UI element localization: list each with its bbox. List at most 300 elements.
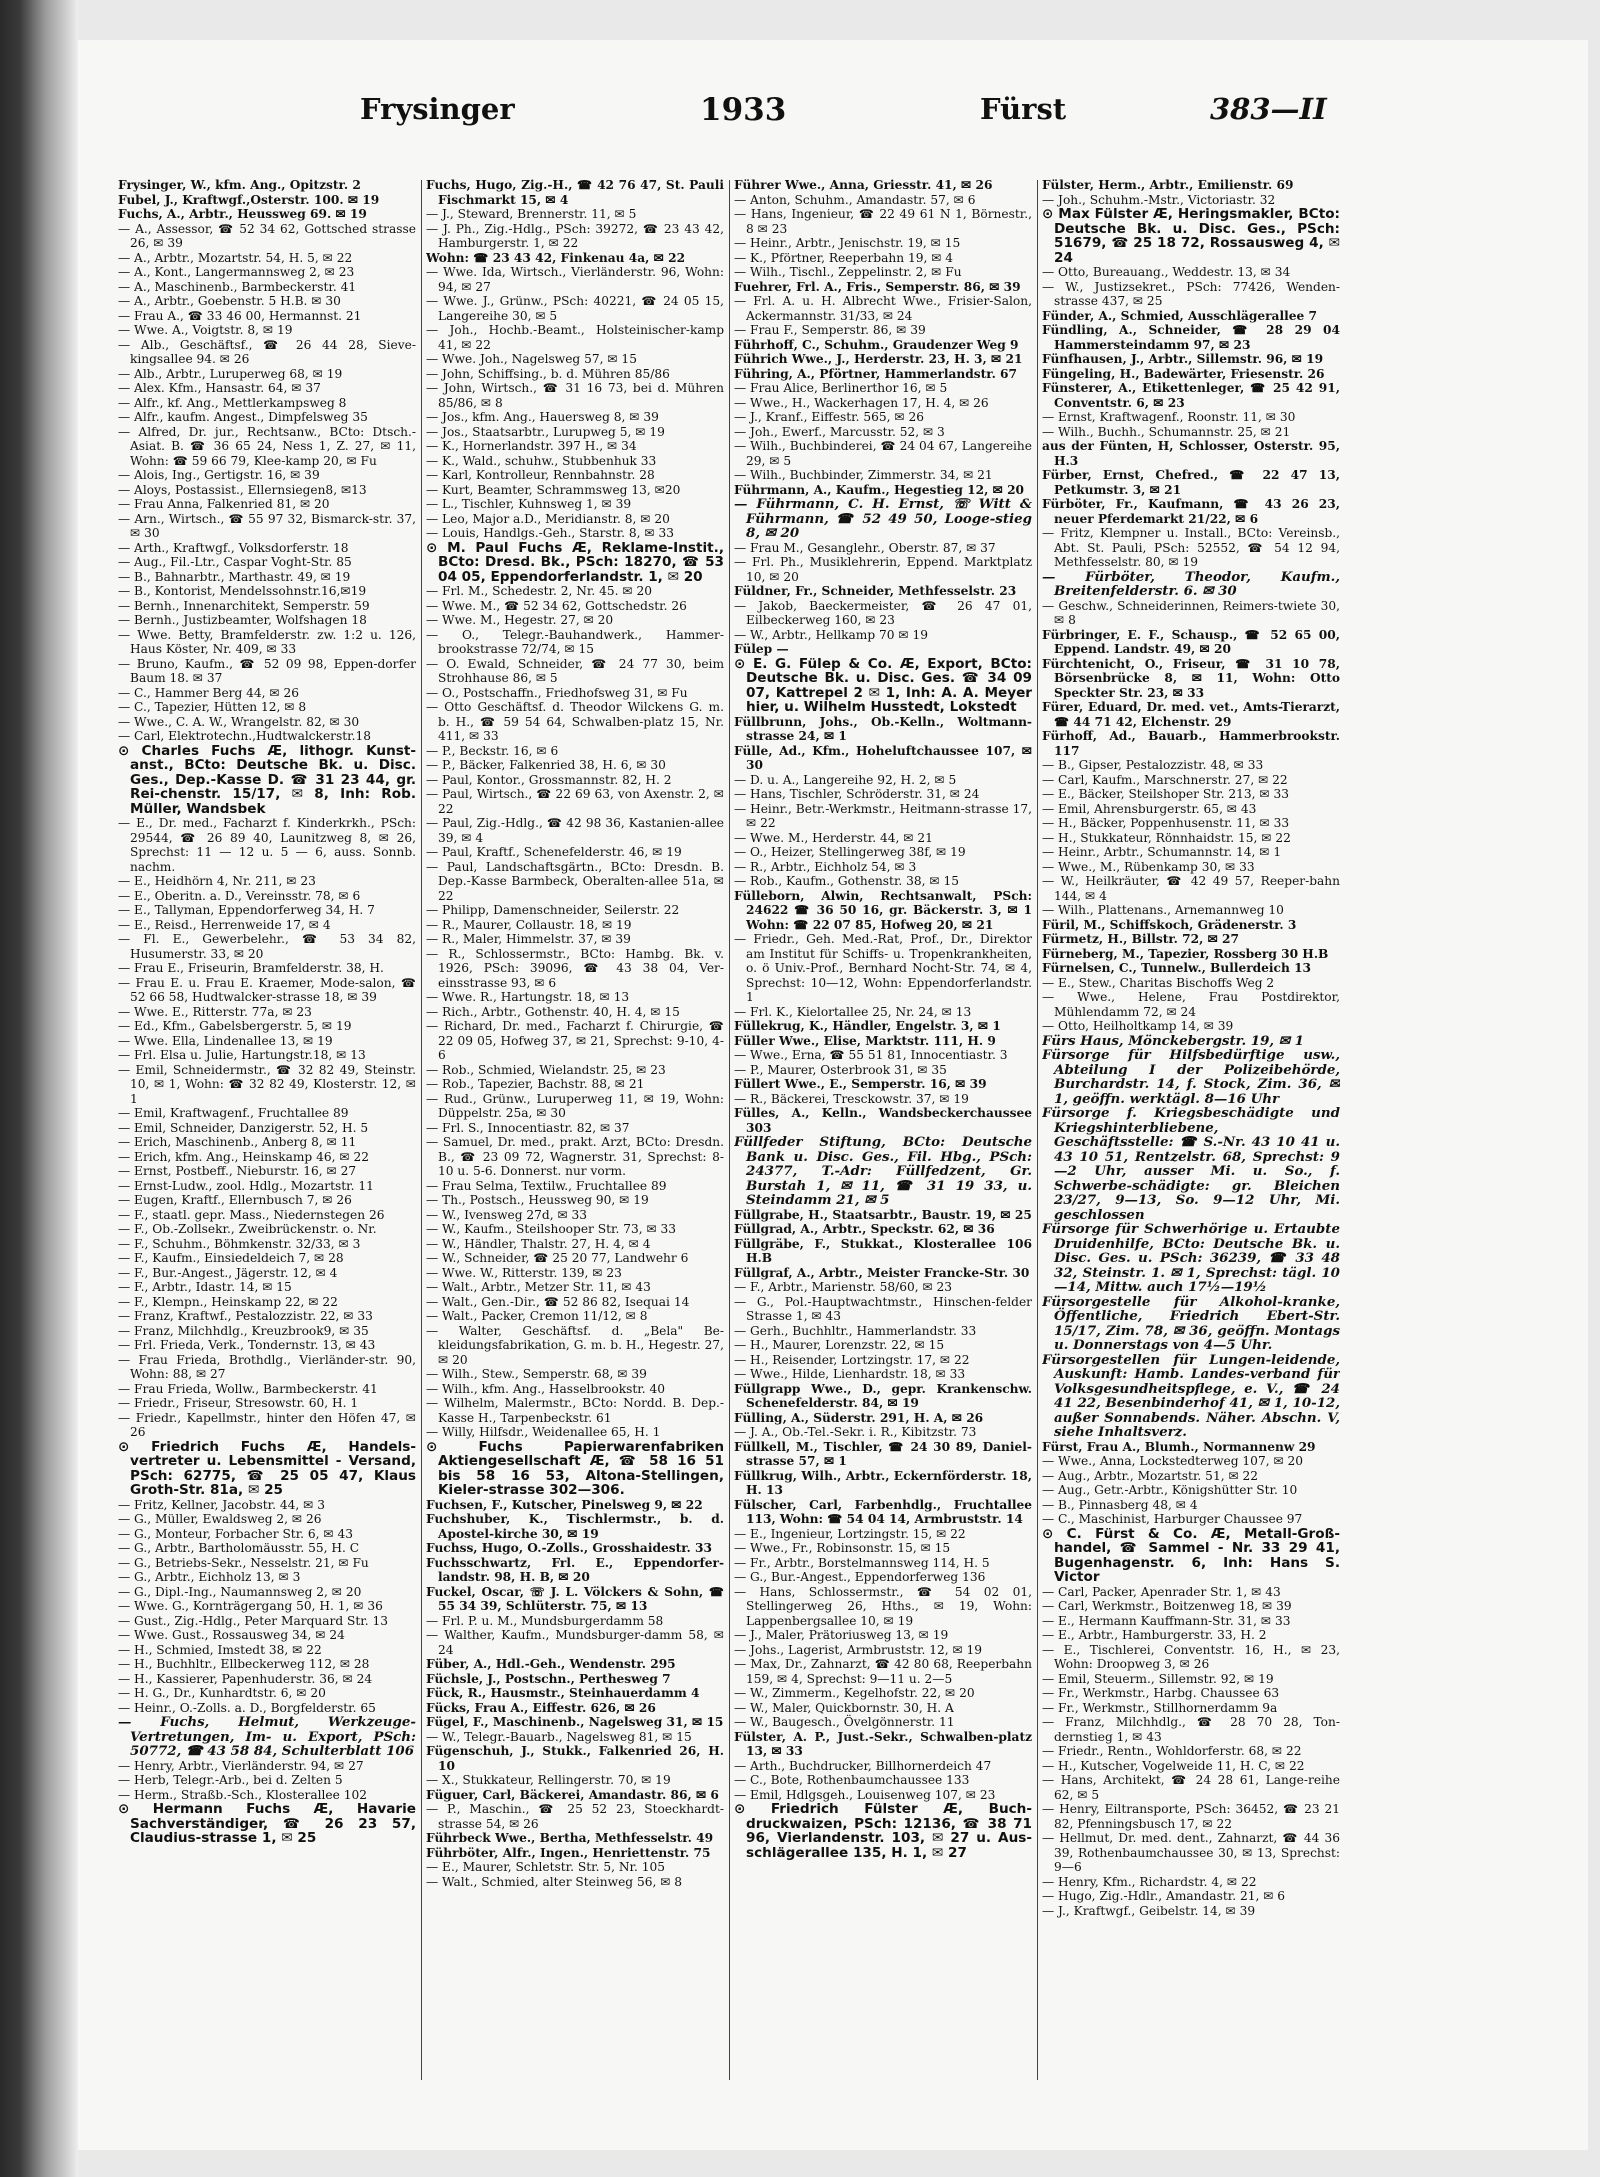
directory-entry: — Fritz, Kellner, Jacobstr. 44, ✉ 3 [118, 1497, 325, 1512]
directory-entry: — Anton, Schuhm., Amandastr. 57, ✉ 6 [734, 192, 976, 207]
directory-entry: — Emil, Steuerm., Sillemstr. 92, ✉ 19 [1042, 1671, 1274, 1686]
directory-entry: — R., Arbtr., Eichholz 54, ✉ 3 [734, 859, 917, 874]
directory-entry: Fürer, Eduard, Dr. med. vet., Amts-Tierarzt, ☎ 44 71 42, Elchenstr. 29 [1042, 700, 1340, 729]
directory-entry: — E., Dr. med., Facharzt f. Kinderkrkh., PSch: 29544, ☎ 26 89 40, Launitzweg 8, ✉ 26, Sprechst: 11 — 12 u. 5 — 6, auss. Sonnb. nachm. [118, 816, 416, 874]
directory-entry: Fügel, F., Maschinenb., Nagelsweg 31, ✉ 15 [426, 1715, 724, 1729]
directory-entry: — Fl. E., Gewerbelehr., ☎ 53 34 82, Husumerstr. 33, ✉ 20 [118, 932, 416, 961]
directory-entry: — J., Kranf., Eiffestr. 565, ✉ 26 [734, 410, 925, 424]
directory-entry: Fürsorge f. Kriegsbeschädigte und Kriegshinterbliebene, Geschäftsstelle: ☎ S.-Nr. 43 10 41 u. 43 10 51, Rentzelstr. 68, Sprechst: 9—2 Uhr, ausser Mi. u. So., f. Schwerbe-schädigte: gr. Bleichen 23/27, 9—13, So. 9—12 Uhr, Mi. geschlossen [1042, 1105, 1340, 1223]
directory-entry: — Joh., Ewerf., Marcusstr. 52, ✉ 3 [734, 424, 945, 439]
directory-entry: — A., Maschinenb., Barmbeckerstr. 41 [118, 279, 357, 294]
directory-entry: — Wwe. Ida, Wirtsch., Vierländerstr. 96, Wohn: 94, ✉ 27 [426, 265, 724, 294]
directory-entry: — Wwe. Gust., Rossausweg 34, ✉ 24 [118, 1628, 345, 1642]
directory-entry: Führhoff, C., Schuhm., Graudenzer Weg 9 [734, 337, 1019, 352]
directory-entry: Fürchtenicht, O., Friseur, ☎ 31 10 78, Börsenbrücke 8, ✉ 11, Wohn: Otto Speckter Str. 23, ✉ 33 [1042, 656, 1340, 700]
directory-entry: Füchsle, J., Postschn., Perthesweg 7 [426, 1671, 671, 1686]
directory-entry: — Wilh., Buchbinder, Zimmerstr. 34, ✉ 21 [734, 468, 993, 482]
directory-entry: — Kurt, Beamter, Schrammsweg 13, ✉20 [426, 482, 681, 497]
directory-entry: Füllgraf, A., Arbtr., Meister Francke-Str. 30 [734, 1265, 1030, 1280]
directory-entry: Fünfhausen, J., Arbtr., Sillemstr. 96, ✉ 19 [1042, 352, 1324, 366]
directory-entry: — Friedr., Friseur, Stresowstr. 60, H. 1 [118, 1396, 359, 1410]
directory-entry: — Frau A., ☎ 33 46 00, Hermannst. 21 [118, 308, 362, 323]
directory-entry: — E., Tallyman, Eppendorferweg 34, H. 7 [118, 903, 375, 917]
directory-entry: — W., Arbtr., Hellkamp 70 ✉ 19 [734, 627, 929, 642]
directory-entry: — Hans, Tischler, Schröderstr. 31, ✉ 24 [734, 787, 980, 801]
header-page-number: 383—II [1210, 92, 1327, 126]
directory-entry: — G., Pol.-Hauptwachtmstr., Hinschen-felder Strasse 1, ✉ 43 [734, 1294, 1032, 1323]
directory-entry: — Alex. Kfm., Hansastr. 64, ✉ 37 [118, 381, 321, 395]
directory-entry: — F., staatl. gepr. Mass., Niedernstegen 26 [118, 1207, 385, 1222]
directory-entry: — Ernst, Kraftwagenf., Roonstr. 11, ✉ 30 [1042, 410, 1296, 424]
directory-entry: — Frau Frieda, Wollw., Barmbeckerstr. 41 [118, 1381, 378, 1396]
directory-entry: — Frl. Frieda, Verk., Tondernstr. 13, ✉ 43 [118, 1338, 376, 1352]
directory-entry: ⊙ E. G. Fülep & Co. Æ, Export, BCto: Deutsche Bk. u. Disc. Ges. ☎ 34 09 07, Kattrepel 2 ✉ 1, Inh: A. A. Meyer hier, u. Wilhelm Husstedt, Lokstedt [734, 655, 1032, 715]
directory-entry: — C., Bote, Rothenbaumchaussee 133 [734, 1773, 970, 1787]
directory-entry: — K., Pförtner, Reeperbahn 19, ✉ 4 [734, 250, 954, 265]
directory-entry: — Otto Geschäftsf. d. Theodor Wilckens G. m. b. H., ☎ 59 54 64, Schwalben-platz 15, Nr. 411, ✉ 33 [426, 700, 724, 743]
column-divider [421, 180, 422, 2080]
directory-entry: Fülscher, Carl, Farbenhdlg., Fruchtallee 113, Wohn: ☎ 54 04 14, Armbruststr. 14 [734, 1497, 1032, 1526]
directory-entry: ⊙ Friedrich Fuchs Æ, Handels-vertreter u. Lebensmittel - Versand, PSch: 62775, ☎ 25 05 47, Klaus Groth-Str. 81a, ✉ 25 [118, 1438, 416, 1498]
directory-entry: — Walt., Packer, Cremon 11/12, ✉ 8 [426, 1309, 648, 1323]
directory-entry: — H., Buchhltr., Ellbeckerweg 112, ✉ 28 [118, 1657, 370, 1671]
header-year: 1933 [700, 92, 787, 128]
directory-entry: — Samuel, Dr. med., prakt. Arzt, BCto: Dresdn. B., ☎ 23 09 72, Wagnerstr. 31, Sprechst: 8-10 u. 5-6. Donnerst. nur vorm. [426, 1135, 724, 1178]
directory-entry: — W., Händler, Thalstr. 27, H. 4, ✉ 4 [426, 1236, 651, 1251]
directory-entry: Fuchss, Hugo, O.-Zolls., Grosshaidestr. 33 [426, 1541, 712, 1555]
directory-entry: Fügenschuh, J., Stukk., Falkenried 26, H. 10 [426, 1744, 724, 1773]
directory-entry: — Gerh., Buchhltr., Hammerlandstr. 33 [734, 1323, 977, 1338]
directory-entry: — F., Arbtr., Idastr. 14, ✉ 15 [118, 1280, 292, 1294]
book-binding-shadow [0, 0, 78, 2177]
directory-entry: — Gust., Zig.-Hdlg., Peter Marquard Str. 13 [118, 1613, 388, 1628]
directory-entry: — Führmann, C. H. Ernst, ☏ Witt & Führmann, ☎ 52 49 50, Looge-stieg 8, ✉ 20 [734, 496, 1032, 541]
directory-entry: Fürst, Frau A., Blumh., Normannenw 29 [1042, 1439, 1316, 1454]
directory-entry: — Wilh., Buchh., Schumannstr. 25, ✉ 21 [1042, 424, 1291, 439]
directory-entry: — Willy, Hilfsdr., Weidenallee 65, H. 1 [426, 1425, 661, 1439]
directory-entry: — E., Heidhörn 4, Nr. 211, ✉ 23 [118, 874, 316, 888]
directory-entry: — Heinr., Arbtr., Jenischstr. 19, ✉ 15 [734, 236, 961, 250]
directory-entry: — Paul, Kontor., Grossmannstr. 82, H. 2 [426, 772, 672, 787]
directory-entry: — E., Maurer, Schletstr. Str. 5, Nr. 105 [426, 1860, 666, 1874]
directory-entry: — Wwe., Erna, ☎ 55 51 81, Innocentiastr. 3 [734, 1048, 1008, 1062]
directory-entry: — Henry, Arbtr., Vierländerstr. 94, ✉ 27 [118, 1758, 364, 1773]
directory-entry: — Wilh., kfm. Ang., Hasselbrookstr. 40 [426, 1381, 666, 1396]
directory-entry: — Alfred, Dr. jur., Rechtsanw., BCto: Dtsch.-Asiat. B. ☎ 36 65 24, Ness 1, Z. 27, ✉ 11, Wohn: ☎ 59 66 79, Klee-kamp 20, ✉ Fu [118, 424, 416, 468]
directory-entry: — Frl. S., Innocentiastr. 82, ✉ 37 [426, 1120, 630, 1135]
directory-entry: — Rob., Kaufm., Gothenstr. 38, ✉ 15 [734, 874, 960, 888]
directory-entry: — Fr., Werkmstr., Stillhornerdamm 9a [1042, 1700, 1278, 1715]
directory-entry: Fubel, J., Kraftwgf.,Osterstr. 100. ✉ 19 [118, 192, 380, 207]
directory-entry: — Wwe., H., Wackerhagen 17, H. 4, ✉ 26 [734, 395, 989, 410]
directory-entry: — E., Tischlerei, Conventstr. 16, H., ✉ 23, Wohn: Droopweg 3, ✉ 26 [1042, 1642, 1340, 1671]
directory-entry: Fuchsen, F., Kutscher, Pinelsweg 9, ✉ 22 [426, 1497, 703, 1512]
directory-entry: Füldner, Fr., Schneider, Methfesselstr. 23 [734, 584, 1017, 598]
directory-entry: — Rob., Schmied, Wielandstr. 25, ✉ 23 [426, 1062, 666, 1077]
directory-entry: Fülling, A., Süderstr. 291, H. A, ✉ 26 [734, 1410, 984, 1425]
directory-entry: — F., Ob.-Zollsekr., Zweibrückenstr. o. Nr. [118, 1222, 377, 1236]
directory-entry: — Paul, Zig.-Hdlg., ☎ 42 98 36, Kastanien-allee 39, ✉ 4 [426, 816, 724, 845]
directory-entry: — Wwe. M., Hegestr. 27, ✉ 20 [426, 613, 614, 627]
directory-entry: — Louis, Handlgs.-Geh., Starstr. 8, ✉ 33 [426, 526, 674, 540]
directory-entry: — Fürböter, Theodor, Kaufm., Breitenfelderstr. 6. ✉ 30 [1042, 568, 1340, 599]
directory-entry: — G., Arbtr., Eichholz 13, ✉ 3 [118, 1570, 301, 1584]
directory-entry: Füllgrad, A., Arbtr., Speckstr. 62, ✉ 36 [734, 1222, 995, 1236]
directory-entry: — Alfr., kf. Ang., Mettlerkampsweg 8 [118, 395, 347, 410]
directory-entry: — Th., Postsch., Heussweg 90, ✉ 19 [426, 1193, 649, 1207]
directory-entry: — Fr., Arbtr., Borstelmannsweg 114, H. 5 [734, 1555, 990, 1570]
directory-entry: — Wilh., Plattenans., Arnemannweg 10 [1042, 903, 1284, 917]
directory-entry: — Hugo, Zig.-Hdlr., Amandastr. 21, ✉ 6 [1042, 1889, 1286, 1903]
directory-entry: — W., Justizsekret., PSch: 77426, Wenden-strasse 437, ✉ 25 [1042, 279, 1340, 308]
directory-entry: Füngeling, H., Badewärter, Friesenstr. 26 [1042, 366, 1325, 381]
directory-entry: — A., Kont., Langermannsweg 2, ✉ 23 [118, 265, 355, 279]
directory-entry: — P., Bäcker, Falkenried 38, H. 6, ✉ 30 [426, 758, 666, 772]
directory-entry: — C., Maschinist, Harburger Chaussee 97 [1042, 1512, 1303, 1526]
directory-entry: — Wwe., M., Rübenkamp 30, ✉ 33 [1042, 859, 1255, 874]
directory-entry: Füllkrug, Wilh., Arbtr., Eckernförderstr. 18, H. 13 [734, 1468, 1032, 1497]
directory-entry: — Erich, kfm. Ang., Heinskamp 46, ✉ 22 [118, 1149, 369, 1164]
directory-entry: — Fr., Werkmstr., Harbg. Chaussee 63 [1042, 1686, 1280, 1700]
directory-entry: — G., Bur.-Angest., Eppendorferweg 136 [734, 1570, 986, 1584]
directory-entry: Fücks, Frau A., Eiffestr. 626, ✉ 26 [426, 1700, 656, 1715]
directory-entry: — Hans, Ingenieur, ☎ 22 49 61 N 1, Börnestr., 8 ✉ 23 [734, 207, 1032, 236]
directory-entry: — Jos., kfm. Ang., Hauersweg 8, ✉ 39 [426, 410, 659, 424]
directory-entry: ⊙ M. Paul Fuchs Æ, Reklame-Instit., BCto: Dresd. Bk., PSch: 18270, ☎ 53 04 05, Eppendorferlandstr. 1, ✉ 20 [426, 539, 724, 585]
directory-entry: — H., Stukkateur, Rönnhaidstr. 15, ✉ 22 [1042, 830, 1291, 845]
directory-entry: — E., Arbtr., Hamburgerstr. 33, H. 2 [1042, 1628, 1267, 1642]
directory-entry: — R., Maler, Himmelstr. 37, ✉ 39 [426, 932, 631, 946]
directory-entry: Fülleborn, Alwin, Rechtsanwalt, PSch: 24622 ☎ 36 50 16, gr. Bäckerstr. 3, ✉ 1 Wohn: ☎ 22 07 85, Hofweg 20, ✉ 21 [734, 888, 1032, 932]
directory-entry: — Frau M., Gesanglehr., Oberstr. 87, ✉ 37 [734, 540, 996, 555]
directory-entry: — O., Telegr.-Bauhandwerk., Hammer-brookstrasse 72/74, ✉ 15 [426, 627, 724, 656]
directory-entry: — F., Kaufm., Einsiedeldeich 7, ✉ 28 [118, 1251, 344, 1265]
directory-entry: Fürhoff, Ad., Bauarb., Hammerbrookstr. 117 [1042, 729, 1340, 758]
directory-entry: — R., Bäckerei, Tresckowstr. 37, ✉ 19 [734, 1091, 969, 1106]
directory-entry: — Fritz, Klempner u. Install., BCto: Vereinsb., Abt. St. Pauli, PSch: 52552, ☎ 54 12 94, Methfesselstr. 80, ✉ 19 [1042, 526, 1340, 569]
directory-entry: Füllkell, M., Tischler, ☎ 24 30 89, Daniel-strasse 57, ✉ 1 [734, 1439, 1032, 1468]
directory-entry: — Aug., Fil.-Ltr., Caspar Voght-Str. 85 [118, 555, 352, 569]
directory-entry: — D. u. A., Langereihe 92, H. 2, ✉ 5 [734, 772, 957, 787]
directory-entry: — Hans, Schlossermstr., ☎ 54 02 01, Stellingerweg 26, Hths., ✉ 19, Wohn: Lappenbergsallee 10, ✉ 19 [734, 1584, 1032, 1628]
directory-entry: — John, Wirtsch., ☎ 31 16 73, bei d. Mühren 85/86, ✉ 8 [426, 381, 724, 410]
directory-entry: — O., Postschaffn., Friedhofsweg 31, ✉ Fu [426, 685, 688, 700]
directory-entry: — F., Arbtr., Marienstr. 58/60, ✉ 23 [734, 1280, 953, 1294]
directory-entry: Fülster, Herm., Arbtr., Emilienstr. 69 [1042, 178, 1294, 192]
directory-entry: Fünsterer, A., Etikettenleger, ☎ 25 42 91, Conventstr. 6, ✉ 23 [1042, 381, 1340, 410]
directory-entry: — J., Maler, Prätoriusweg 13, ✉ 19 [734, 1628, 949, 1642]
directory-entry: — Frau F., Semperstr. 86, ✉ 39 [734, 323, 926, 337]
directory-entry: Füllgrapp Wwe., D., gepr. Krankenschw. Schenefelderstr. 84, ✉ 19 [734, 1381, 1032, 1410]
directory-entry: Frysinger, W., kfm. Ang., Opitzstr. 2 [118, 178, 361, 192]
directory-entry: Fuchs, Hugo, Zig.-H., ☎ 42 76 47, St. Pauli Fischmarkt 15, ✉ 4 [426, 178, 724, 207]
directory-entry: — W., Zimmerm., Kegelhofstr. 22, ✉ 20 [734, 1686, 975, 1700]
directory-entry: ⊙ Fuchs Papierwarenfabriken Aktiengesellschaft Æ, ☎ 58 16 51 bis 58 16 53, Altona-Stellingen, Kieler-strasse 302—306. [426, 1438, 724, 1498]
directory-entry: — Rob., Tapezier, Bachstr. 88, ✉ 21 [426, 1077, 645, 1091]
directory-entry: Füllgräbe, F., Stukkat., Klosterallee 106 H.B [734, 1236, 1032, 1265]
directory-entry: — J. Ph., Zig.-Hdlg., PSch: 39272, ☎ 23 43 42, Hamburgerstr. 1, ✉ 22 [426, 221, 724, 250]
directory-entry: — Bernh., Innenarchitekt, Semperstr. 59 [118, 598, 370, 613]
directory-entry: — Wilh., Buchbinderei, ☎ 24 04 67, Langereihe 29, ✉ 5 [734, 439, 1032, 468]
directory-entry: — A., Arbtr., Mozartstr. 54, H. 5, ✉ 22 [118, 250, 353, 265]
directory-entry: — O., Heizer, Stellingerweg 38f, ✉ 19 [734, 845, 966, 859]
directory-entry: — Paul, Landschaftsgärtn., BCto: Dresdn. B. Dep.-Kasse Barmbeck, Oberalten-allee 51a, ✉ 22 [426, 859, 724, 903]
directory-entry: Fülster, A. P., Just.-Sekr., Schwalben-platz 13, ✉ 33 [734, 1729, 1032, 1758]
directory-entry: — Frau Frieda, Brothdlg., Vierländer-str. 90, Wohn: 88, ✉ 27 [118, 1352, 416, 1381]
directory-entry: — Henry, Kfm., Richardstr. 4, ✉ 22 [1042, 1874, 1257, 1889]
directory-entry: — W., Schneider, ☎ 25 20 77, Landwehr 6 [426, 1251, 689, 1265]
directory-entry: — R., Schlossermstr., BCto: Hambg. Bk. v. 1926, PSch: 39096, ☎ 43 38 04, Ver-einsstrasse 93, ✉ 6 [426, 946, 724, 990]
directory-entry: — Joh., Hochb.-Beamt., Holsteinischer-kamp 41, ✉ 22 [426, 323, 724, 352]
directory-entry: — Franz, Milchhdlg., ☎ 28 70 28, Ton-dernstieg 1, ✉ 43 [1042, 1715, 1340, 1744]
directory-entry: Fülle, Ad., Kfm., Hoheluftchaussee 107, ✉ 30 [734, 743, 1032, 772]
directory-entry: — Frau Selma, Textilw., Fruchtallee 89 [426, 1178, 667, 1193]
directory-entry: Fürsorge für Hilfsbedürftige usw., Abteilung I der Polizeibehörde, Burchardstr. 14, f. Stock, Zim. 36, ✉ 1, geöffn. werktägl. 8—16 Uhr [1042, 1047, 1340, 1107]
directory-entry: — Bernh., Justizbeamter, Wolfshagen 18 [118, 613, 367, 627]
directory-entry: — Carl, Kaufm., Marschnerstr. 27, ✉ 22 [1042, 772, 1288, 787]
directory-entry: — H., Kassierer, Papenhuderstr. 36, ✉ 24 [118, 1671, 373, 1686]
directory-entry: — Frl. Elsa u. Julie, Hartungstr.18, ✉ 13 [118, 1048, 366, 1062]
directory-entry: — Arth., Buchdrucker, Billhornerdeich 47 [734, 1758, 992, 1773]
directory-entry: — X., Stukkateur, Rellingerstr. 70, ✉ 19 [426, 1773, 671, 1787]
directory-entry: — E., Ingenieur, Lortzingstr. 15, ✉ 22 [734, 1526, 966, 1541]
directory-entry: ⊙ Hermann Fuchs Æ, Havarie Sachverständiger, ☎ 26 23 57, Claudius-strasse 1, ✉ 25 [118, 1801, 416, 1846]
directory-entry: — Otto, Bureauang., Weddestr. 13, ✉ 34 [1042, 265, 1291, 279]
directory-entry: Fürbringer, E. F., Schausp., ☎ 52 65 00, Eppend. Landstr. 49, ✉ 20 [1042, 627, 1340, 656]
directory-entry: Wohn: ☎ 23 43 42, Finkenau 4a, ✉ 22 [426, 250, 686, 265]
directory-entry: Fülles, A., Kelln., Wandsbeckerchaussee 303 [734, 1106, 1032, 1135]
column-divider [1037, 180, 1038, 2080]
directory-entry: — W., Ivensweg 27d, ✉ 33 [426, 1207, 588, 1222]
directory-entry: — W., Heilkräuter, ☎ 42 49 57, Reeper-bahn 144, ✉ 4 [1042, 874, 1340, 903]
directory-entry: Füril, M., Schiffskoch, Grädenerstr. 3 [1042, 917, 1297, 932]
directory-entry: — G., Müller, Ewaldsweg 2, ✉ 26 [118, 1512, 322, 1526]
directory-entry: — F., Bur.-Angest., Jägerstr. 12, ✉ 4 [118, 1265, 338, 1280]
directory-entry: Führich Wwe., J., Herderstr. 23, H. 3, ✉ 21 [734, 352, 1023, 366]
directory-column-2 [426, 178, 724, 2098]
directory-entry: — P., Maurer, Osterbrook 31, ✉ 35 [734, 1062, 947, 1077]
directory-entry: — Friedr., Geh. Med.-Rat, Prof., Dr., Direktor am Institut für Schiffs- u. Tropenkrankheiten, o. ö Univ.-Prof., Bernhard Nocht-Str. 74, ✉ 4, Sprechst: 10—12, Wohn: Eppendorferlandstr. 1 [734, 932, 1032, 1004]
directory-entry: — Emil, Schneidermstr., ☎ 32 82 49, Steinstr. 10, ✉ 1, Wohn: ☎ 32 82 49, Klosterstr. 12, ✉ 1 [118, 1062, 416, 1106]
directory-entry: — L., Tischler, Kuhnsweg 1, ✉ 39 [426, 497, 632, 511]
directory-entry: — Wwe. Joh., Nagelsweg 57, ✉ 15 [426, 352, 637, 366]
directory-entry: — Frau Anna, Falkenried 81, ✉ 20 [118, 497, 330, 511]
directory-entry: — Jakob, Baeckermeister, ☎ 26 47 01, Eilbeckerweg 160, ✉ 23 [734, 598, 1032, 627]
directory-entry: — Wilh., Tischl., Zeppelinstr. 2, ✉ Fu [734, 265, 962, 279]
directory-entry: — Frl. Ph., Musiklehrerin, Eppend. Marktplatz 10, ✉ 20 [734, 555, 1032, 584]
directory-entry: — Herm., Straßb.-Sch., Klosterallee 102 [118, 1787, 367, 1802]
directory-entry: — Otto, Heilholtkamp 14, ✉ 39 [1042, 1019, 1234, 1033]
directory-entry: — O. Ewald, Schneider, ☎ 24 77 30, beim Strohhause 86, ✉ 5 [426, 656, 724, 685]
directory-entry: Füller Wwe., Elise, Marktstr. 111, H. 9 [734, 1033, 996, 1048]
directory-entry: — E., Stew., Charitas Bischoffs Weg 2 [1042, 975, 1275, 990]
directory-entry: Führer Wwe., Anna, Griesstr. 41, ✉ 26 [734, 178, 993, 192]
directory-entry: — E., Oberitn. a. D., Vereinsstr. 78, ✉ 6 [118, 888, 361, 903]
directory-entry: — Frau Alice, Berlinerthor 16, ✉ 5 [734, 381, 948, 395]
directory-entry: Füllgrabe, H., Staatsarbtr., Baustr. 19, ✉ 25 [734, 1207, 1032, 1222]
directory-entry: Fürböter, Fr., Kaufmann, ☎ 43 26 23, neuer Pferdemarkt 21/22, ✉ 6 [1042, 497, 1340, 526]
directory-entry: — Rud., Grünw., Luruperweg 11, ✉ 19, Wohn: Düppelstr. 25a, ✉ 30 [426, 1091, 724, 1120]
directory-entry: — Leo, Major a.D., Meridianstr. 8, ✉ 20 [426, 511, 670, 526]
directory-entry: — Herb, Telegr.-Arb., bei d. Zelten 5 [118, 1773, 343, 1787]
directory-entry: — J. A., Ob.-Tel.-Sekr. i. R., Kibitzstr. 73 [734, 1425, 977, 1439]
directory-entry: — B., Bahnarbtr., Marthastr. 49, ✉ 19 [118, 569, 351, 584]
directory-entry: ⊙ Max Fülster Æ, Heringsmakler, BCto: Deutsche Bk. u. Disc. Ges., PSch: 51679, ☎ 25 18 72, Rossausweg 4, ✉ 24 [1042, 206, 1340, 266]
directory-entry: — Philipp, Damenschneider, Seilerstr. 22 [426, 903, 680, 917]
directory-entry: — Aug., Arbtr., Mozartstr. 51, ✉ 22 [1042, 1468, 1259, 1483]
directory-entry: — Geschw., Schneiderinnen, Reimers-twiete 30, ✉ 8 [1042, 598, 1340, 627]
directory-entry: — K., Hornerlandstr. 397 H., ✉ 34 [426, 439, 637, 453]
directory-column-1 [118, 178, 416, 2098]
directory-entry: — Frl. P. u. M., Mundsburgerdamm 58 [426, 1613, 664, 1628]
directory-entry: — Frau E., Friseurin, Bramfelderstr. 38, H. [118, 961, 384, 975]
directory-entry: aus der Fünten, H, Schlosser, Osterstr. 95, H.3 [1042, 439, 1340, 468]
directory-entry: — Walt., Arbtr., Metzer Str. 11, ✉ 43 [426, 1280, 651, 1294]
directory-entry: — J., Steward, Brennerstr. 11, ✉ 5 [426, 207, 637, 221]
directory-entry: — Arth., Kraftwgf., Volksdorferstr. 18 [118, 540, 349, 555]
directory-entry: Fürber, Ernst, Chefred., ☎ 22 47 13, Petkumstr. 3, ✉ 21 [1042, 468, 1340, 497]
directory-entry: — Alb., Arbtr., Luruperweg 68, ✉ 19 [118, 366, 343, 381]
directory-entry: Füllert Wwe., E., Semperstr. 16, ✉ 39 [734, 1077, 987, 1091]
directory-entry: — Walt., Gen.-Dir., ☎ 52 86 82, Isequai 14 [426, 1294, 690, 1309]
directory-entry: — Wwe. R., Hartungstr. 18, ✉ 13 [426, 990, 630, 1004]
directory-entry: Fürsorgestelle für Alkohol-kranke, Öffentliche, Friedrich Ebert-Str. 15/17, Zim. 78, ✉ 36, geöffn. Montags u. Donnerstags von 4—5 Uhr. [1042, 1293, 1340, 1353]
directory-entry: — Eugen, Kraftf., Ellernbusch 7, ✉ 26 [118, 1193, 352, 1207]
directory-entry: — Walt., Schmied, alter Steinweg 56, ✉ 8 [426, 1874, 683, 1889]
directory-entry: — K., Wald., schuhw., Stubbenhuk 33 [426, 453, 657, 468]
directory-entry: — Heinr., O.-Zolls. a. D., Borgfelderstr. 65 [118, 1700, 376, 1715]
directory-entry: — Wwe., C. A. W., Wrangelstr. 82, ✉ 30 [118, 714, 360, 729]
directory-entry: Fück, R., Hausmstr., Steinhauerdamm 4 [426, 1686, 700, 1700]
directory-entry: — W., Kaufm., Steilshooper Str. 73, ✉ 33 [426, 1222, 677, 1236]
directory-entry: — Carl, Werkmstr., Boitzenweg 18, ✉ 39 [1042, 1599, 1292, 1613]
directory-entry: Fülep — [734, 642, 789, 656]
directory-entry: — Alb., Geschäftsf., ☎ 26 44 28, Sieve-kingsallee 94. ✉ 26 [118, 337, 416, 366]
directory-entry: Fuchsschwartz, Frl. E., Eppendorfer-landstr. 98, H. B, ✉ 20 [426, 1555, 724, 1584]
directory-entry: — Johs., Lagerist, Armbruststr. 12, ✉ 19 [734, 1642, 983, 1657]
directory-entry: — Heinr., Arbtr., Schumannstr. 14, ✉ 1 [1042, 845, 1282, 859]
directory-entry: — Alfr., kaufm. Angest., Dimpfelsweg 35 [118, 410, 368, 424]
directory-entry: Fürmetz, H., Billstr. 72, ✉ 27 [1042, 932, 1239, 946]
directory-entry: ⊙ Friedrich Fülster Æ, Buch-druckwaizen, PSch: 12136, ☎ 38 71 96, Vierlandenstr. 103, ✉ 27 u. Aus-schlägerallee 135, H. 1, ✉ 27 [734, 1801, 1032, 1861]
directory-entry: Führbeck Wwe., Bertha, Methfesselstr. 49 [426, 1831, 714, 1845]
directory-entry: — Paul, Wirtsch., ☎ 22 69 63, von Axenstr. 2, ✉ 22 [426, 787, 724, 816]
directory-entry: — Erich, Maschinenb., Anberg 8, ✉ 11 [118, 1135, 357, 1149]
directory-entry: — John, Schiffsing., b. d. Mühren 85/86 [426, 366, 670, 381]
directory-entry: — Paul, Kraftf., Schenefelderstr. 46, ✉ 19 [426, 845, 682, 859]
directory-entry: — H., Schmied, Imstedt 38, ✉ 22 [118, 1642, 322, 1657]
directory-entry: — Wwe. E., Ritterstr. 77a, ✉ 23 [118, 1004, 312, 1019]
directory-entry: — Rich., Arbtr., Gothenstr. 40, H. 4, ✉ 15 [426, 1004, 680, 1019]
directory-entry: ⊙ Charles Fuchs Æ, lithogr. Kunst-anst., BCto: Deutsche Bk. u. Disc. Ges., Dep.-Kasse D. ☎ 31 23 44, gr. Rei-chenstr. 15/17, ✉ 8, Inh: Rob. Müller, Wandsbek [118, 742, 416, 817]
directory-entry: — Emil, Hdlgsgeh., Louisenweg 107, ✉ 23 [734, 1787, 996, 1802]
directory-entry: — A., Assessor, ☎ 52 34 62, Gottsched strasse 26, ✉ 39 [118, 221, 416, 250]
directory-entry: Füllbrunn, Johs., Ob.-Kelln., Woltmann-strasse 24, ✉ 1 [734, 714, 1032, 743]
directory-entry: — Karl, Kontrolleur, Rennbahnstr. 28 [426, 468, 655, 482]
directory-entry: — Wwe., Helene, Frau Postdirektor, Mühlendamm 72, ✉ 24 [1042, 990, 1340, 1019]
directory-entry: Fürneberg, M., Tapezier, Rossberg 30 H.B [1042, 946, 1329, 961]
directory-entry: — P., Beckstr. 16, ✉ 6 [426, 743, 559, 758]
directory-entry: — B., Pinnasberg 48, ✉ 4 [1042, 1497, 1198, 1512]
directory-entry: — Aloys, Postassist., Ellernsiegen8, ✉13 [118, 482, 367, 497]
directory-entry: — E., Hermann Kauffmann-Str. 31, ✉ 33 [1042, 1613, 1291, 1628]
directory-entry: — A., Arbtr., Goebenstr. 5 H.B. ✉ 30 [118, 294, 341, 308]
directory-entry: — Aug., Getr.-Arbtr., Königshütter Str. 10 [1042, 1483, 1298, 1497]
directory-entry: — Wwe. Betty, Bramfelderstr. zw. 1:2 u. 126, Haus Köster, Nr. 409, ✉ 33 [118, 627, 416, 656]
directory-entry: — Fuchs, Helmut, Werkzeuge-Vertretungen, Im- u. Export, PSch: 50772, ☎ 43 58 84, Schulterblatt 106 [118, 1714, 416, 1759]
directory-entry: Fürnelsen, C., Tunnelw., Bullerdeich 13 [1042, 961, 1312, 975]
directory-entry: Füllekrug, K., Händler, Engelstr. 3, ✉ 1 [734, 1019, 1001, 1033]
directory-entry: Führmann, A., Kaufm., Hegestieg 12, ✉ 20 [734, 482, 1025, 497]
directory-entry: — F., Schuhm., Böhmkenstr. 32/33, ✉ 3 [118, 1236, 361, 1251]
directory-entry: Führböter, Alfr., Ingen., Henriettenstr. 75 [426, 1845, 711, 1860]
directory-entry: — Wwe. G., Kornträgergang 50, H. 1, ✉ 36 [118, 1599, 383, 1613]
directory-entry: — Carl, Elektrotechn.,Hudtwalckerstr.18 [118, 729, 372, 743]
directory-entry: — Hans, Architekt, ☎ 24 28 61, Lange-reihe 62, ✉ 5 [1042, 1773, 1340, 1802]
directory-entry: Führing, A., Pförtner, Hammerlandstr. 67 [734, 366, 1018, 381]
header-last-entry: Fürst [980, 92, 1067, 126]
directory-entry: — Friedr., Kapellmstr., hinter den Höfen 47, ✉ 26 [118, 1410, 416, 1439]
directory-entry: — Wwe. A., Voigtstr. 8, ✉ 19 [118, 323, 293, 337]
directory-entry: — F., Klempn., Heinskamp 22, ✉ 22 [118, 1294, 338, 1309]
directory-entry: — Ernst, Postbeff., Nieburstr. 16, ✉ 27 [118, 1164, 357, 1178]
directory-entry: — H., Kutscher, Vogelweide 11, H. C, ✉ 22 [1042, 1758, 1305, 1773]
header-first-entry: Frysinger [360, 92, 515, 126]
directory-entry: — Emil, Ahrensburgerstr. 65, ✉ 43 [1042, 801, 1257, 816]
directory-entry: — J., Kraftwgf., Geibelstr. 14, ✉ 39 [1042, 1903, 1256, 1918]
directory-entry: — Hellmut, Dr. med. dent., Zahnarzt, ☎ 44 36 39, Rothenbaumchaussee 30, ✉ 13, Sprechst: 9—6 [1042, 1831, 1340, 1874]
directory-entry: — Wwe. M., ☎ 52 34 62, Gottschedstr. 26 [426, 598, 687, 613]
directory-entry: — R., Maurer, Collaustr. 18, ✉ 19 [426, 917, 632, 932]
directory-entry: Füguer, Carl, Bäckerei, Amandastr. 86, ✉ 6 [426, 1787, 719, 1802]
directory-column-4 [1042, 178, 1340, 2098]
directory-entry: — C., Hammer Berg 44, ✉ 26 [118, 685, 300, 700]
directory-entry: — Richard, Dr. med., Facharzt f. Chirurgie, ☎ 22 09 05, Hofweg 37, ✉ 21, Sprechst: 9-10, 4-6 [426, 1019, 724, 1062]
directory-entry: — Wilh., Stew., Semperstr. 68, ✉ 39 [426, 1367, 647, 1381]
column-divider [729, 180, 730, 2080]
directory-entry: — Frl. K., Kielortallee 25, Nr. 24, ✉ 13 [734, 1004, 972, 1019]
directory-entry: Fünder, A., Schmied, Ausschlägerallee 7 [1042, 308, 1317, 323]
directory-entry: — Emil, Schneider, Danzigerstr. 52, H. 5 [118, 1120, 369, 1135]
directory-entry: — W., Telegr.-Bauarb., Nagelsweg 81, ✉ 15 [426, 1729, 692, 1744]
directory-column-3 [734, 178, 1032, 2098]
directory-entry: Fuehrer, Frl. A., Fris., Semperstr. 86, ✉ 39 [734, 279, 1021, 294]
directory-entry: — Arn., Wirtsch., ☎ 55 97 32, Bismarck-str. 37, ✉ 30 [118, 511, 416, 540]
directory-entry: — Frau E. u. Frau E. Kraemer, Mode-salon, ☎ 52 66 58, Hudtwalcker-strasse 18, ✉ 39 [118, 975, 416, 1004]
directory-entry: — Wwe. J., Grünw., PSch: 40221, ☎ 24 05 15, Langereihe 30, ✉ 5 [426, 294, 724, 323]
directory-entry: — Carl, Packer, Apenrader Str. 1, ✉ 43 [1042, 1584, 1281, 1599]
directory-entry: — Wilhelm, Malermstr., BCto: Nordd. B. Dep.-Kasse H., Tarpenbeckstr. 61 [426, 1396, 724, 1425]
directory-entry: — Franz, Kraftwf., Pestalozzistr. 22, ✉ 33 [118, 1309, 373, 1323]
directory-entry: — P., Maschin., ☎ 25 52 23, Stoeckhardt-strasse 54, ✉ 26 [426, 1802, 724, 1831]
directory-entry: — H. G., Dr., Kunhardtstr. 6, ✉ 20 [118, 1686, 326, 1700]
directory-entry: — Ernst-Ludw., zool. Hdlg., Mozartstr. 11 [118, 1178, 374, 1193]
directory-entry: — Wwe. W., Ritterstr. 139, ✉ 23 [426, 1265, 622, 1280]
directory-entry: — Frl. M., Schedestr. 2, Nr. 45. ✉ 20 [426, 584, 652, 598]
directory-entry: — Heinr., Betr.-Werkmstr., Heitmann-strasse 17, ✉ 22 [734, 801, 1032, 830]
directory-entry: — C., Tapezier, Hütten 12, ✉ 8 [118, 700, 307, 714]
directory-entry: — G., Dipl.-Ing., Naumannsweg 2, ✉ 20 [118, 1584, 362, 1599]
directory-entry: Füllfeder Stiftung, BCto: Deutsche Bank u. Disc. Ges., Fil. Hbg., PSch: 24377, T.-Adr: Füllfedzent, Gr. Burstah 1, ✉ 11, ☎ 31 19 33, u. Steindamm 21, ✉ 5 [734, 1134, 1032, 1208]
directory-entry: Fuchshuber, K., Tischlermstr., b. d. Apostel-kirche 30, ✉ 19 [426, 1512, 724, 1541]
directory-entry: — Wwe. Ella, Lindenallee 13, ✉ 19 [118, 1033, 333, 1048]
directory-entry: — Walter, Geschäftsf. d. „Bela" Be-kleidungsfabrikation, G. m. b. H., Hegestr. 27, ✉ 20 [426, 1323, 724, 1367]
directory-entry: — H., Bäcker, Poppenhusenstr. 11, ✉ 33 [1042, 816, 1290, 830]
directory-entry: Füber, A., Hdl.-Geh., Wendenstr. 295 [426, 1657, 676, 1671]
directory-entry: ⊙ C. Fürst & Co. Æ, Metall-Groß-handel, ☎ Sammel - Nr. 33 29 41, Bugenhagenstr. 6, Inh: Hans S. Victor [1042, 1525, 1340, 1585]
directory-entry: — B., Kontorist, Mendelssohnstr.16,✉19 [118, 584, 367, 598]
directory-entry: — Jos., Staatsarbtr., Lurupweg 5, ✉ 19 [426, 424, 665, 439]
